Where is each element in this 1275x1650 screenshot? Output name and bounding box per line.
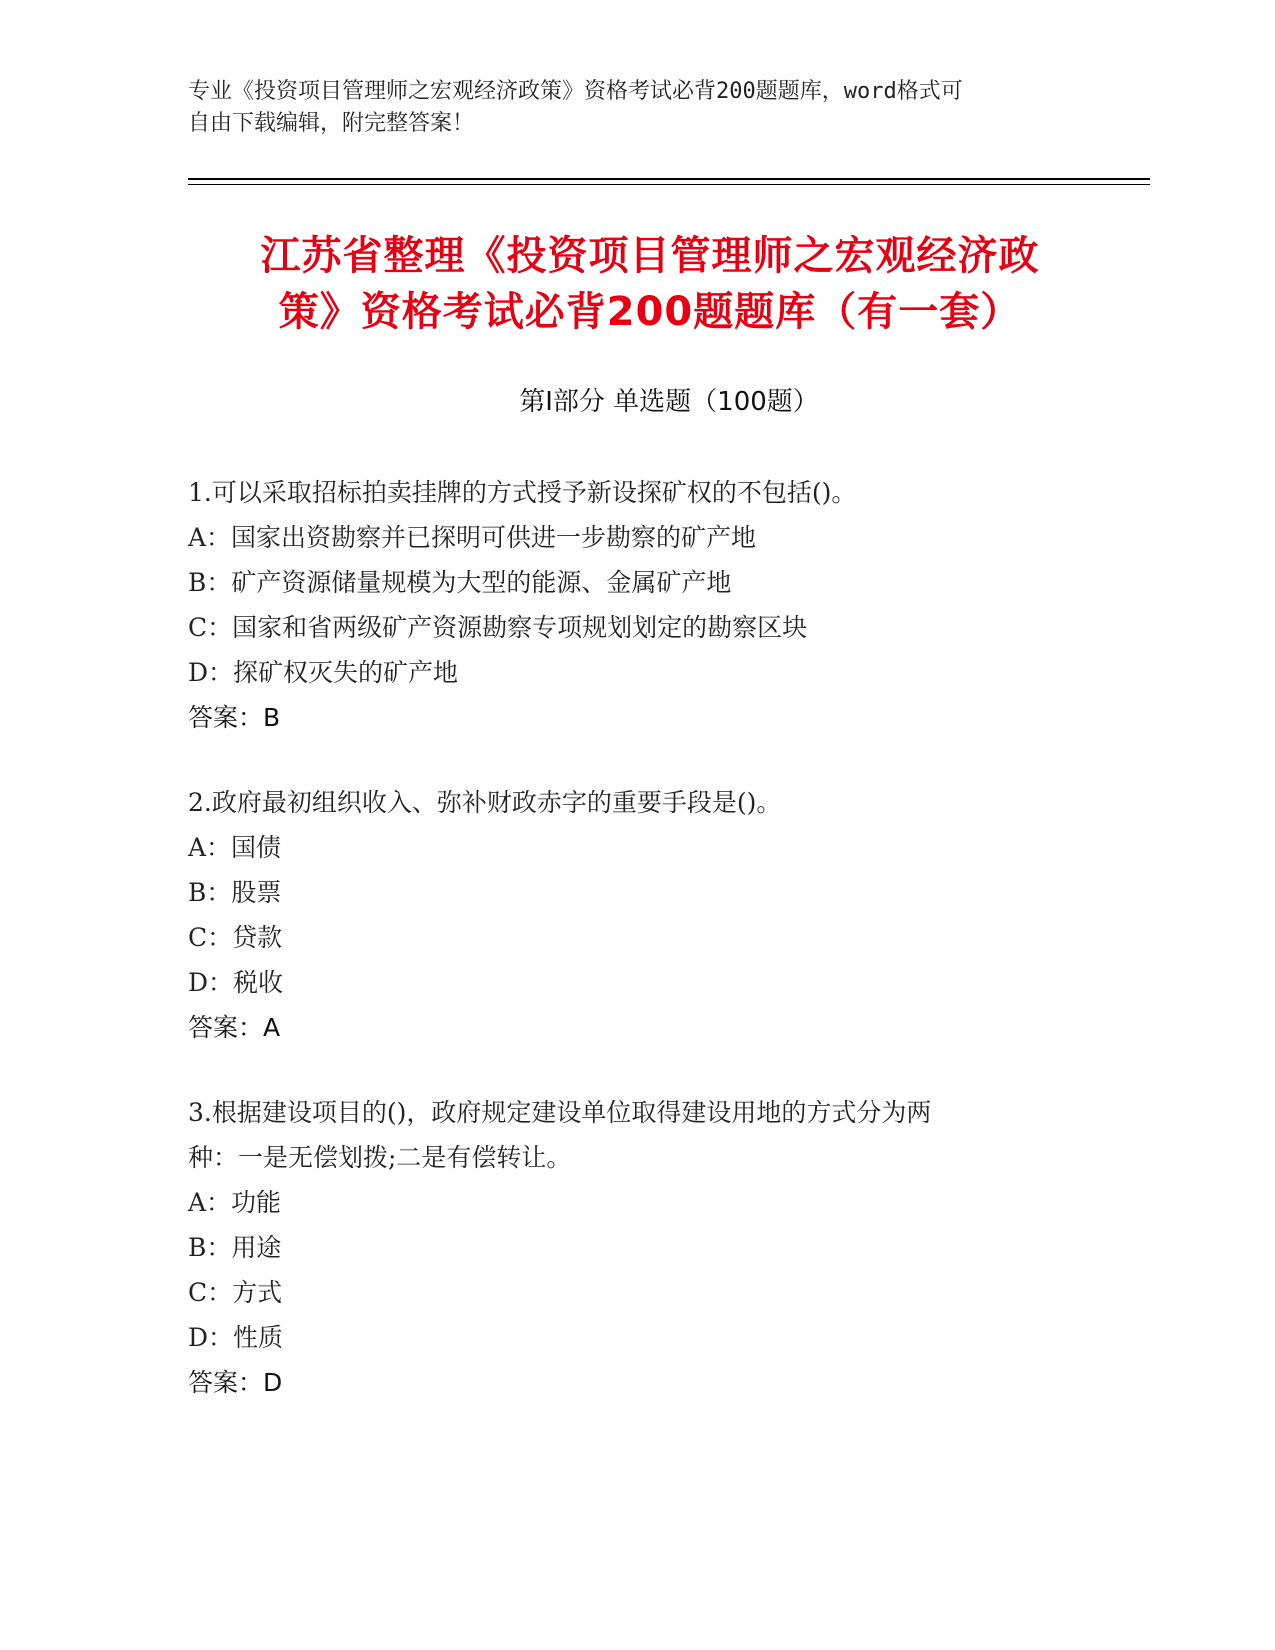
- question: [188, 1090, 1088, 1405]
- question: [188, 470, 1088, 740]
- document-title: [150, 228, 1150, 340]
- answer: 答案：B: [188, 703, 281, 732]
- section-title: 第Ⅰ部分 单选题（100题）: [519, 387, 819, 417]
- option-a: A：功能: [188, 1188, 282, 1217]
- question-stem: 3.根据建设项目的()，政府规定建设单位取得建设用地的方式分为两: [188, 1098, 932, 1127]
- header-note-line: 专业《投资项目管理师之宏观经济政策》资格考试必背200题题库，word格式可: [188, 79, 963, 104]
- question-list: [188, 470, 1088, 1445]
- answer: 答案：D: [188, 1368, 283, 1397]
- answer: 答案：A: [188, 1013, 281, 1042]
- option-b: B：用途: [188, 1233, 282, 1262]
- header-note: [188, 76, 1068, 140]
- header-note-line: 自由下载编辑，附完整答案！: [188, 111, 475, 136]
- question-stem-continued: 种：一是无偿划拨;二是有偿转让。: [188, 1143, 572, 1172]
- option-d: D：探矿权灭失的矿产地: [188, 658, 459, 687]
- option-d: D：性质: [188, 1323, 284, 1352]
- question: [188, 780, 1088, 1050]
- option-d: D：税收: [188, 968, 284, 997]
- option-a: A：国债: [188, 833, 282, 862]
- option-b: B：股票: [188, 878, 282, 907]
- question-stem: 2.政府最初组织收入、弥补财政赤字的重要手段是()。: [188, 788, 782, 817]
- question-stem: 1.可以采取招标拍卖挂牌的方式授予新设探矿权的不包括()。: [188, 478, 857, 507]
- option-a: A：国家出资勘察并已探明可供进一步勘察的矿产地: [188, 523, 757, 552]
- option-b: B：矿产资源储量规模为大型的能源、金属矿产地: [188, 568, 732, 597]
- option-c: C：贷款: [188, 923, 283, 952]
- option-c: C：方式: [188, 1278, 283, 1307]
- header-divider: [188, 178, 1150, 180]
- title-line: 江苏省整理《投资项目管理师之宏观经济政: [260, 233, 1040, 279]
- header-divider-thin: [188, 184, 1150, 185]
- option-c: C：国家和省两级矿产资源勘察专项规划划定的勘察区块: [188, 613, 808, 642]
- title-line: 策》资格考试必背200题题库（有一套）: [278, 289, 1022, 335]
